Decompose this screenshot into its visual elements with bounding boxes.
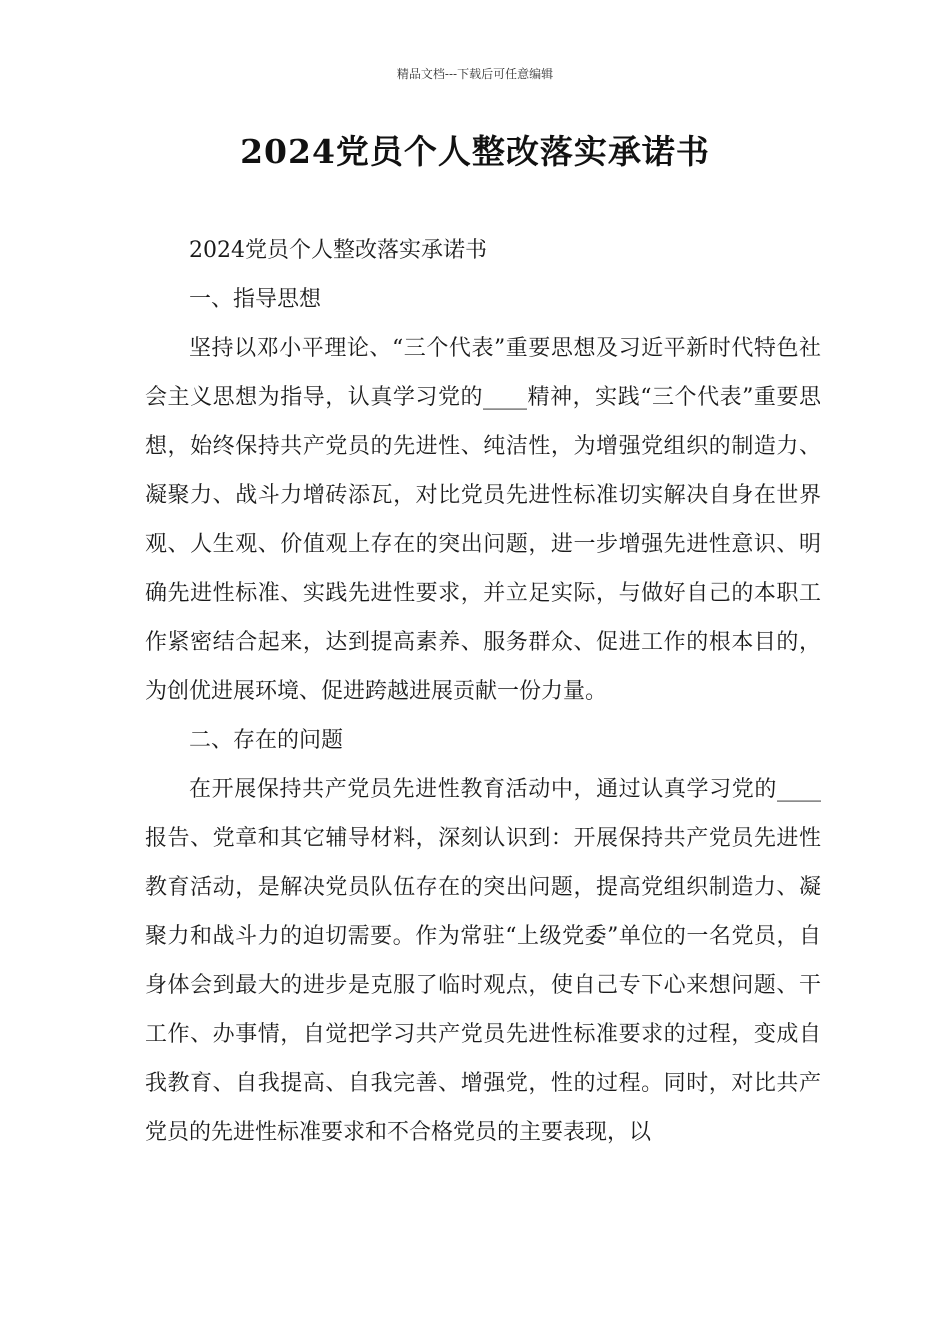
body-paragraph-guiding-ideology: 坚持以邓小平理论、“三个代表”重要思想及习近平新时代特色社会主义思想为指导，认真学习党的____精神，实践“三个代表”重要思想，始终保持共产党员的先进性、纯洁性，为增强党组织的制造力、凝聚力、战斗力增砖添瓦，对比党员先进性标准切实解决自身在世界观、人生观、价值观上存在的突出问题，进一步增强先进性意识、明确先进性标准、实践先进性要求，并立足实际，与做好自己的本职工作紧密结合起来，达到提高素养、服务群众、促进工作的根本目的，为创优进展环境、促进跨越进展贡献一份力量。 — [145, 336, 821, 704]
section-heading-existing-problems: 二、存在的问题 — [189, 728, 344, 753]
header-watermark: 精品文档---下载后可任意编辑 — [396, 67, 554, 81]
section-heading-guiding-ideology: 一、指导思想 — [189, 287, 322, 312]
document-body — [145, 226, 821, 1157]
body-paragraph-existing-problems: 在开展保持共产党员先进性教育活动中，通过认真学习党的____报告、党章和其它辅导材料，深刻认识到：开展保持共产党员先进性教育活动，是解决党员队伍存在的突出问题，提高党组织制造力、凝聚力和战斗力的迫切需要。作为常驻“上级党委”单位的一名党员，自身体会到最大的进步是克服了临时观点，使自己专下心来想问题、干工作、办事情，自觉把学习共产党员先进性标准要求的过程，变成自我教育、自我提高、自我完善、增强党，性的过程。同时，对比共产党员的先进性标准要求和不合格党员的主要表现，以 — [145, 777, 821, 1145]
body-paragraph-title-repeat: 2024党员个人整改落实承诺书 — [189, 238, 487, 263]
document-title: 2024党员个人整改落实承诺书 — [240, 132, 710, 171]
